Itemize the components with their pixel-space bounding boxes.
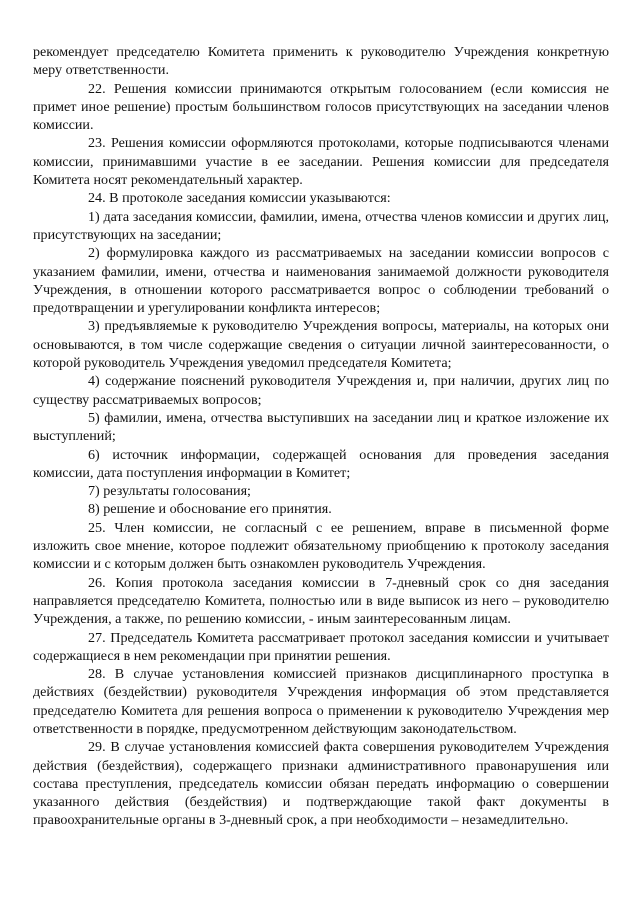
- list-item-7: 7) результаты голосования;: [88, 483, 251, 500]
- list-item-1: 1) дата заседания комиссии, фамилии, имена, отчества членов комиссии и других лиц, присутствующих на заседании;: [33, 208, 609, 243]
- paragraph-23: 23. Решения комиссии оформляются протоколами, которые подписываются членами комиссии, принимавшими участие в ее заседании. Решения комиссии для председателя Комитета носят рекомендательный характер.: [33, 135, 609, 189]
- paragraph-28: 28. В случае установления комиссией признаков дисциплинарного проступка в действиях (бездействии) руководителя Учреждения информация об этом представляется председателю Комитета для решения вопроса о применении к руководителю Учреждения мер ответственности в порядке, предусмотренном действующим законодательством.: [33, 666, 609, 737]
- list-item-2: 2) формулировка каждого из рассматриваемых на заседании комиссии вопросов с указанием фамилии, имени, отчества и наименования занимаемой должности руководителя Учреждения, в отношении которого рассматривается вопрос о соблюдении требований о предотвращении и урегулировании конфликта интересов;: [33, 245, 609, 317]
- paragraph-27: 27. Председатель Комитета рассматривает протокол заседания комиссии и учитывает содержащиеся в нем рекомендации при принятии решения.: [33, 629, 609, 664]
- paragraph-25: 25. Член комиссии, не согласный с ее решением, вправе в письменной форме изложить свое мнение, которое подлежит обязательному приобщению к протоколу заседания комиссии и с которым должен быть ознакомлен руководитель Учреждения.: [33, 519, 609, 573]
- paragraph-29: 29. В случае установления комиссией факта совершения руководителем Учреждения действия (бездействия), содержащего признаки административного правонарушения или состава преступления, председатель комиссии обязан передать информацию о совершении указанного действия (бездействия) и подтверждающие такой факт документы в правоохранительные органы в 3-дневный срок, а при необходимости – незамедлительно.: [33, 739, 609, 829]
- list-item-6: 6) источник информации, содержащей основания для проведения заседания комиссии, дата поступления информации в Комитет;: [33, 446, 609, 481]
- paragraph-24: 24. В протоколе заседания комиссии указываются:: [88, 190, 391, 207]
- list-item-4: 4) содержание пояснений руководителя Учреждения и, при наличии, других лиц по существу рассматриваемых вопросов;: [33, 373, 609, 408]
- paragraph-22: 22. Решения комиссии принимаются открытым голосованием (если комиссия не примет иное решение) простым большинством голосов присутствующих на заседании членов комиссии.: [33, 80, 609, 134]
- list-item-8: 8) решение и обоснование его принятия.: [88, 501, 332, 518]
- list-item-5: 5) фамилии, имена, отчества выступивших на заседании лиц и краткое изложение их выступлений;: [33, 409, 609, 445]
- paragraph-26: 26. Копия протокола заседания комиссии в 7-дневный срок со дня заседания направляется председателю Комитета, полностью или в виде выписок из него – руководителю Учреждения, а также, по решению комиссии, - иным заинтересованным лицам.: [33, 574, 609, 628]
- paragraph-continuation: рекомендует председателю Комитета применить к руководителю Учреждения конкретную меру ответственности.: [33, 44, 609, 79]
- list-item-3: 3) предъявляемые к руководителю Учреждения вопросы, материалы, на которых они основываются, в том числе содержащие сведения о ситуации личной заинтересованности, о которой руководитель Учреждения уведомил председателя Комитета;: [33, 318, 609, 372]
